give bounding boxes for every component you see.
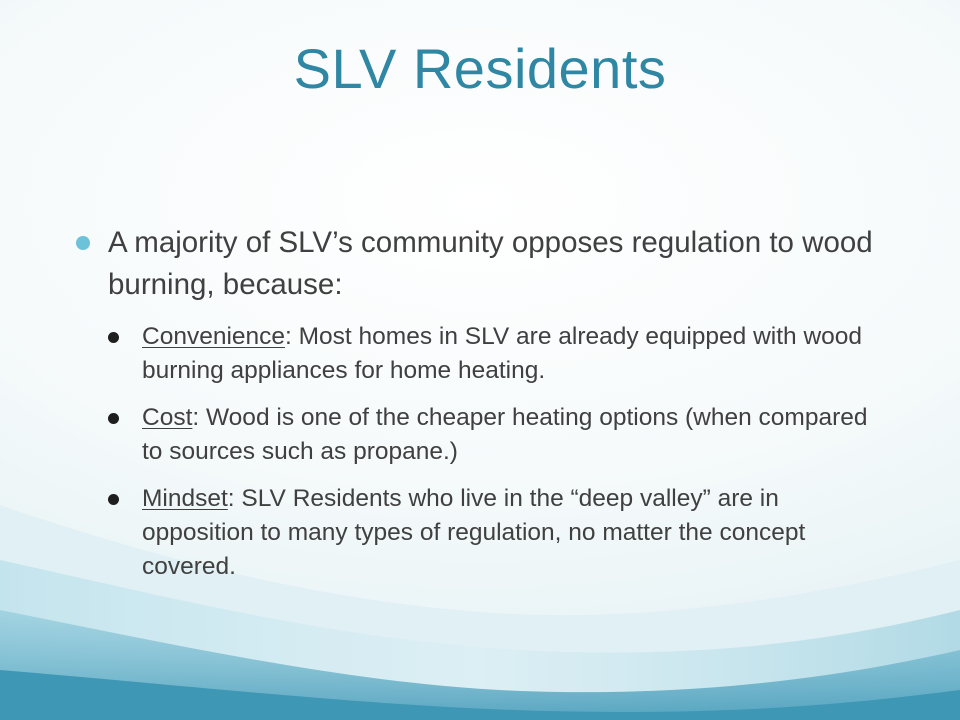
sub-bullet-convenience xyxy=(104,320,874,388)
slide-title: SLV Residents xyxy=(293,37,667,100)
sub-bullet-text: : SLV Residents who live in the “deep valley” are in opposition to many types of regulation, no matter the concept covered. xyxy=(142,485,806,580)
sub-bullet-text: : Most homes in SLV are already equipped with wood burning appliances for home heating. xyxy=(142,323,863,384)
slide-content xyxy=(74,222,874,597)
sub-bullet-term: Convenience xyxy=(142,323,286,350)
main-bullet-item xyxy=(74,222,874,306)
sub-bullet-term: Cost xyxy=(142,404,193,431)
sub-bullet-mindset xyxy=(104,482,874,584)
sub-bullet-cost xyxy=(104,401,874,469)
sub-bullet-text: : Wood is one of the cheaper heating options (when compared to sources such as propane.) xyxy=(142,404,868,465)
bullet-dot-icon xyxy=(108,494,119,505)
bullet-dot-icon xyxy=(76,236,90,250)
bullet-dot-icon xyxy=(108,413,119,424)
sub-bullet-list xyxy=(74,320,874,584)
bullet-dot-icon xyxy=(108,332,119,343)
sub-bullet-term: Mindset xyxy=(142,485,228,512)
main-bullet-text: A majority of SLV’s community opposes regulation to wood burning, because: xyxy=(108,226,873,301)
